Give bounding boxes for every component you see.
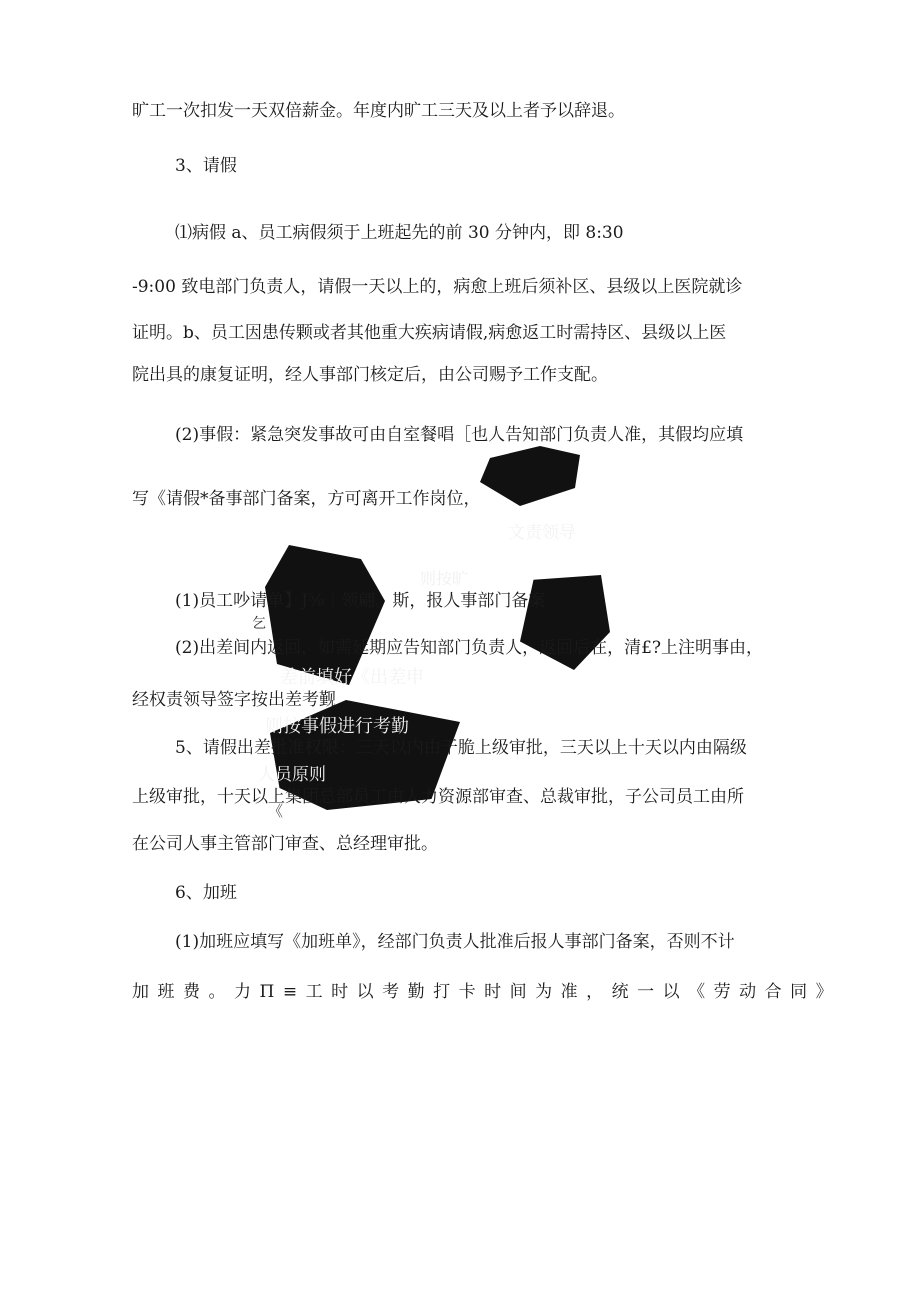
overlay-fragment: 则按旷 bbox=[420, 569, 469, 588]
paragraph-line: 旷工一次扣发一天双倍薪金。年度内旷工三天及以上者予以辞退。 bbox=[132, 101, 625, 121]
scan-artifact-top bbox=[480, 446, 580, 506]
paragraph-line: ⑴病假 a、员工病假须于上班起先的前 30 分钟内，即 8:30 bbox=[175, 223, 624, 243]
paragraph-line: (1)员工吵请单】J⅝｜领翩。斯，报人事部门备案 bbox=[175, 591, 546, 611]
paragraph-line: 在公司人事主管部门审查、总经理审批。 bbox=[132, 834, 438, 854]
paragraph-line: 5、请假出差批准权限：三天以内由干脆上级审批，三天以上十天以内由隔级 bbox=[175, 738, 747, 758]
paragraph-line: 院出具的康复证明，经人事部门核定后，由公司赐予工作支配。 bbox=[132, 365, 608, 385]
overlay-fragment: 乞 bbox=[252, 616, 266, 632]
paragraph-line: 写《请假*备事部门备案，方可离开工作岗位， bbox=[132, 489, 481, 509]
overlay-fragment: 文责领导 bbox=[508, 523, 576, 543]
paragraph-line: (2)事假：紧急突发事故可由自室餐唱［也人告知部门负责人准，其假均应填 bbox=[175, 425, 744, 445]
paragraph-line: 经权责领导签字按出差考觐 bbox=[132, 690, 336, 710]
section-heading: 6、加班 bbox=[175, 883, 237, 903]
overlay-fragment: 《 bbox=[268, 802, 284, 820]
overlay-fragment: 人员原则 bbox=[258, 765, 326, 785]
overlay-fragment: 则按事假进行考勤 bbox=[265, 716, 409, 737]
section-heading: 3、请假 bbox=[175, 156, 237, 176]
paragraph-line: 加班费。力Π≡工时以考勤打卡时间为准，统一以《劳动合同》 bbox=[132, 982, 842, 1002]
paragraph-line: 上级审批，十天以上集团总部员工由人力资源部审查、总裁审批，子公司员工由所 bbox=[132, 787, 744, 807]
paragraph-line: (1)加班应填写《加班单》，经部门负责人批准后报人事部门备案，否则不计 bbox=[175, 932, 735, 952]
paragraph-line: 证明。b、员工因患传颗或者其他重大疾病请假,病愈返工时需持区、县级以上医 bbox=[132, 323, 727, 343]
paragraph-line: -9:00 致电部门负责人，请假一天以上的，病愈上班后须补区、县级以上医院就诊 bbox=[132, 277, 743, 297]
overlay-fragment: 差前填好《出差申 bbox=[280, 667, 424, 688]
paragraph-line: (2)出差间内返回，如需延期应告知部门负责人，返回后在，清£?上注明事由， bbox=[175, 638, 764, 658]
